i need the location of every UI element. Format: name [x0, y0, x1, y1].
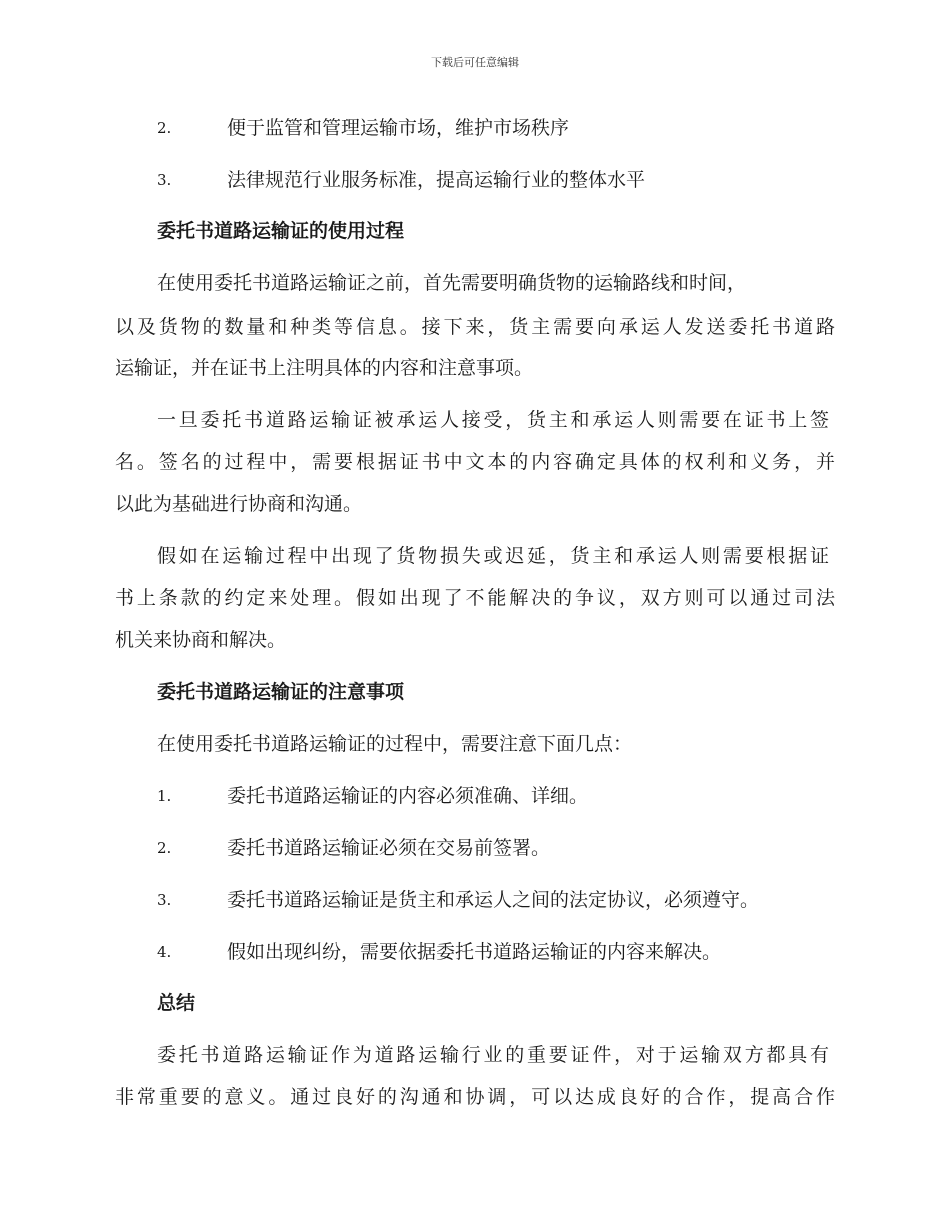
- list-number: 1.: [157, 787, 172, 805]
- list-number: 3.: [157, 891, 172, 909]
- paragraph-line: 委托书道路运输证作为道路运输行业的重要证件，对于运输双方都具有: [157, 1044, 829, 1066]
- list-number: 3.: [157, 171, 172, 189]
- list-number: 2.: [157, 839, 172, 857]
- list-item: 便于监管和管理运输市场，维护市场秩序: [227, 117, 570, 139]
- paragraph-line: 非常重要的意义。通过良好的沟通和协调，可以达成良好的合作，提高合作: [115, 1086, 835, 1108]
- list-item: 委托书道路运输证的内容必须准确、详细。: [227, 785, 589, 807]
- section-heading: 委托书道路运输证的使用过程: [157, 220, 405, 242]
- paragraph-line: 书上条款的约定来处理。假如出现了不能解决的争议，双方则可以通过司法: [115, 587, 835, 609]
- list-number: 4.: [157, 943, 172, 961]
- list-item: 法律规范行业服务标准，提高运输行业的整体水平: [227, 169, 646, 191]
- paragraph-line: 在使用委托书道路运输证的过程中，需要注意下面几点：: [157, 733, 633, 755]
- paragraph-line: 名。签名的过程中，需要根据证书中文本的内容确定具体的权利和义务，并: [115, 451, 835, 473]
- page-header: 下载后可任意编辑: [431, 56, 519, 69]
- list-item: 委托书道路运输证必须在交易前签署。: [227, 837, 551, 859]
- paragraph-line: 假如在运输过程中出现了货物损失或迟延，货主和承运人则需要根据证: [157, 545, 829, 567]
- list-item: 委托书道路运输证是货主和承运人之间的法定协议，必须遵守。: [227, 889, 760, 911]
- paragraph-line: 以及货物的数量和种类等信息。接下来，货主需要向承运人发送委托书道路: [115, 316, 835, 338]
- section-heading: 总结: [157, 992, 196, 1014]
- paragraph-line: 一旦委托书道路运输证被承运人接受，货主和承运人则需要在证书上签: [157, 409, 829, 431]
- paragraph-line: 以此为基础进行协商和沟通。: [115, 493, 363, 515]
- paragraph-line: 运输证，并在证书上注明具体的内容和注意事项。: [115, 357, 534, 379]
- list-number: 2.: [157, 119, 172, 137]
- section-heading: 委托书道路运输证的注意事项: [157, 681, 405, 703]
- paragraph-line: 机关来协商和解决。: [115, 629, 287, 651]
- paragraph-line: 在使用委托书道路运输证之前，首先需要明确货物的运输路线和时间，: [157, 272, 747, 294]
- list-item: 假如出现纠纷，需要依据委托书道路运输证的内容来解决。: [227, 941, 722, 963]
